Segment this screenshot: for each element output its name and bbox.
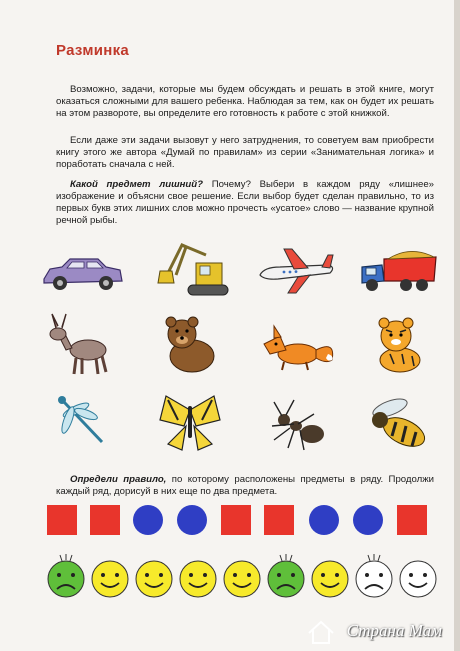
car-picture[interactable]: [40, 237, 124, 307]
blue-circle: [177, 505, 207, 535]
airplane-picture[interactable]: [254, 237, 338, 307]
blue-circle: [309, 505, 339, 535]
red-square: [264, 505, 294, 535]
blue-circle: [353, 505, 383, 535]
picture-row-insects: [40, 390, 440, 460]
task-odd-one-out-text: Почему? Выбери в каждом ряду «лишнее» изображение и объясни свое решение. Если выбор будет сделан правильно, то из первых букв этих лишних слов можно прочесть «усатое» слово — название крупной речной рыбы.: [56, 179, 434, 227]
intro-paragraph: Возможно, задачи, которые мы будем обсуждать и решать в этой книге, могут оказаться сложными для вашего ребенка. Наблюдая за тем, как он будет их решать на этом развороте, вы определите его готовность к работе с этой книжкой.: [56, 84, 434, 120]
task-odd-one-out-lead: Какой предмет лишний?: [70, 179, 204, 190]
watermark: Страна Мам: [346, 621, 442, 640]
task-odd-one-out: [56, 179, 434, 227]
red-square: [47, 505, 77, 535]
task-find-rule-text: по которому расположены предметы в ряду. Продолжи каждый ряд, дорисуй в них еще по два предмета.: [56, 474, 434, 498]
yellow-happy-face: [220, 553, 264, 599]
shape-sequence: [47, 505, 417, 539]
green-sad-face: [264, 553, 308, 599]
yellow-happy-face: [88, 553, 132, 599]
yellow-happy-face: [132, 553, 176, 599]
tiger-cub-picture[interactable]: [356, 310, 440, 380]
blank-face: [396, 553, 440, 599]
yellow-happy-face: [308, 553, 352, 599]
red-square: [90, 505, 120, 535]
bear-cub-picture[interactable]: [148, 310, 232, 380]
face-sequence: [44, 553, 444, 603]
blank-face: [352, 553, 396, 599]
picture-row-animals: [40, 310, 440, 380]
green-sad-face: [44, 553, 88, 599]
task-find-rule: [56, 474, 434, 498]
watermark-logo-icon: [306, 619, 336, 645]
bee-picture[interactable]: [356, 390, 440, 460]
picture-row-vehicles: [40, 237, 440, 307]
yellow-happy-face: [176, 553, 220, 599]
red-square: [397, 505, 427, 535]
task-find-rule-lead: Определи правило,: [70, 474, 167, 485]
red-square: [221, 505, 251, 535]
blue-circle: [133, 505, 163, 535]
advice-paragraph: Если даже эти задачи вызовут у него затруднения, то советуем вам приобрести книгу этого же автора «Думай по правилам» из серии «Занимательная логика» и поработать сначала с ней.: [56, 135, 434, 171]
page-heading: Разминка: [56, 42, 130, 59]
butterfly-picture[interactable]: [148, 390, 232, 460]
donkey-picture[interactable]: [40, 310, 124, 380]
dump-truck-picture[interactable]: [356, 237, 440, 307]
ant-picture[interactable]: [254, 390, 338, 460]
excavator-picture[interactable]: [148, 237, 232, 307]
fox-picture[interactable]: [254, 310, 338, 380]
dragonfly-picture[interactable]: [40, 390, 124, 460]
